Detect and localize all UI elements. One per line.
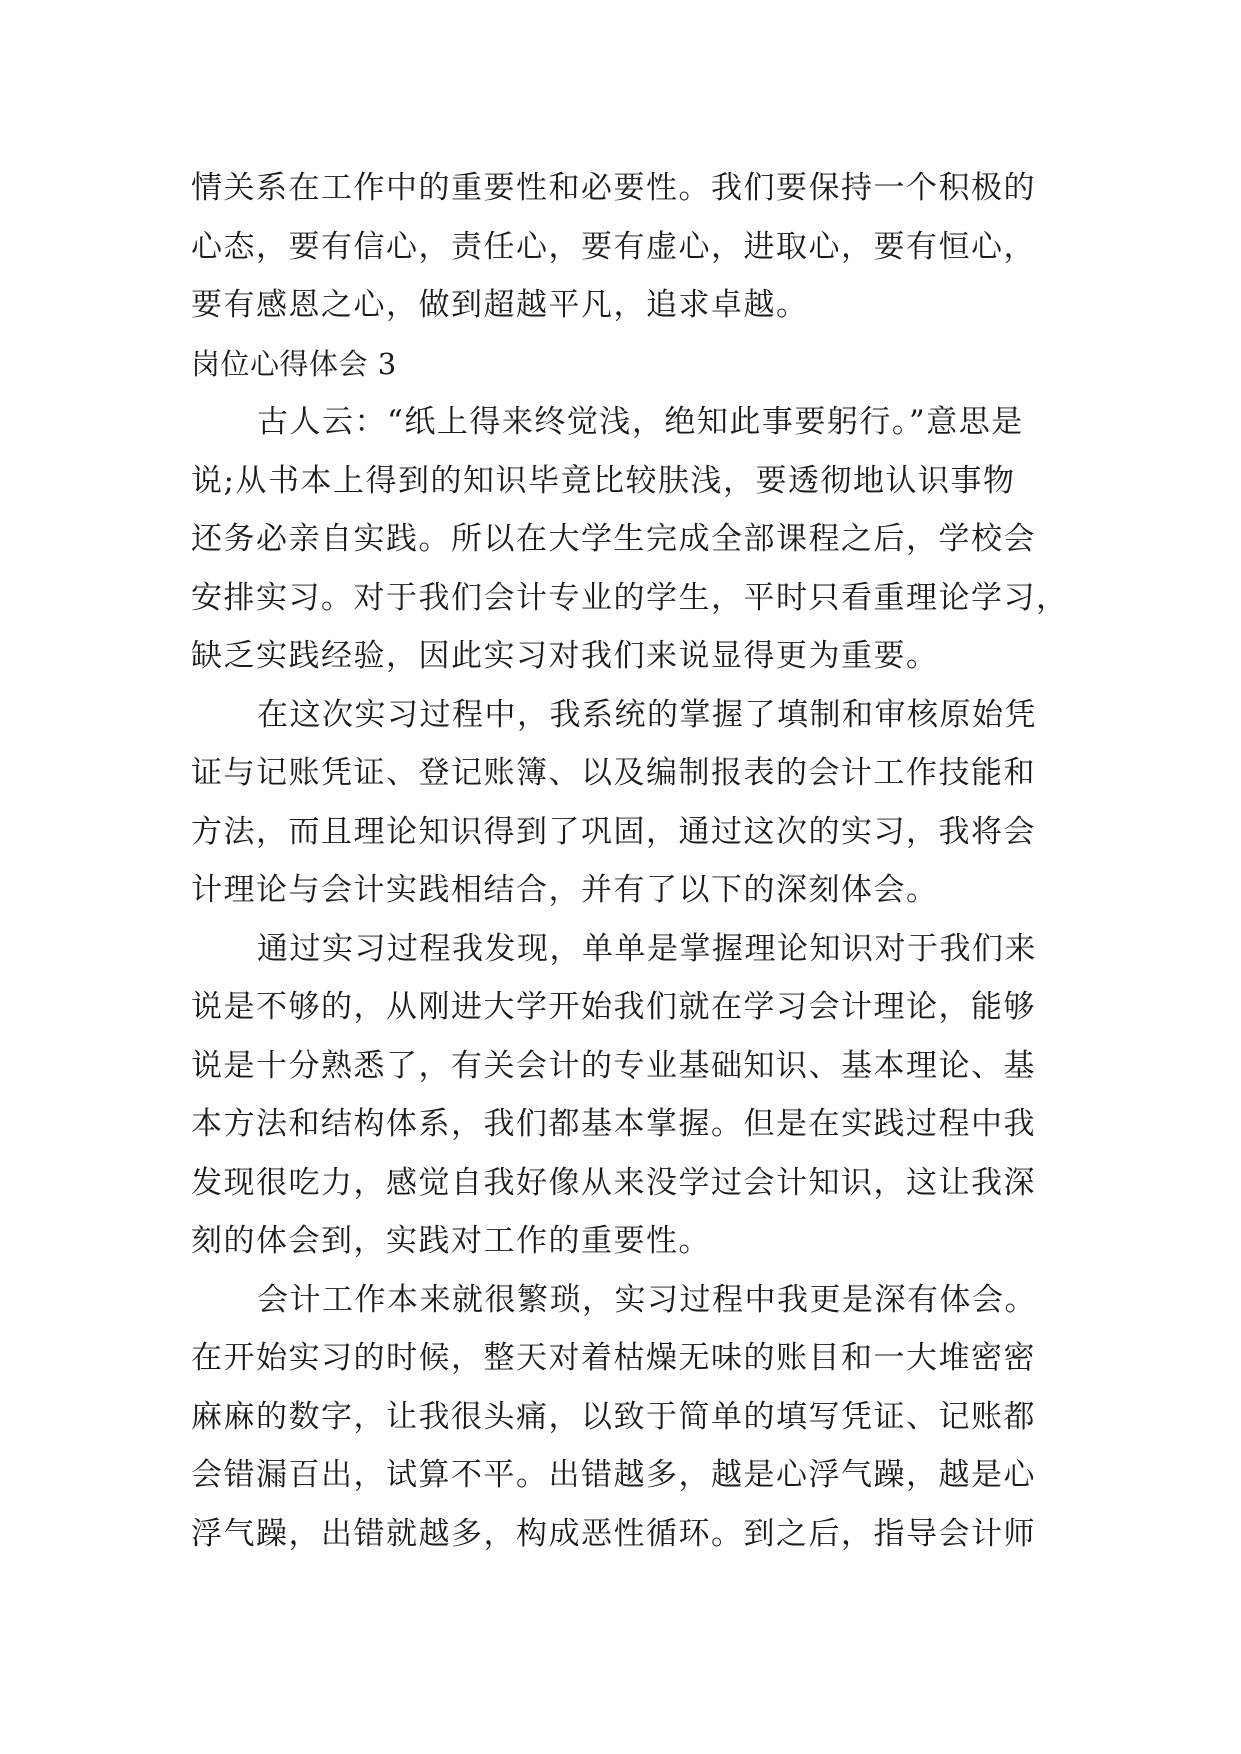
- text-line: 会错漏百出，试算不平。出错越多，越是心浮气躁，越是心: [191, 1457, 1036, 1493]
- section-heading: 岗位心得体会 3: [191, 346, 397, 381]
- text-line: 古人云：“纸上得来终觉浅，绝知此事要躬行。”意思是: [257, 404, 1024, 440]
- text-line: 在这次实习过程中，我系统的掌握了填制和审核原始凭: [257, 696, 1037, 733]
- text-line: 刻的体会到，实践对工作的重要性。: [191, 1223, 711, 1259]
- text-line: 要有感恩之心，做到超越平凡，追求卓越。: [191, 287, 809, 323]
- text-line: 证与记账凭证、登记账簿、以及编制报表的会计工作技能和: [191, 755, 1036, 791]
- text-line: 说;从书本上得到的知识毕竟比较肤浅，要透彻地认识事物: [191, 462, 1016, 499]
- text-line: 缺乏实践经验，因此实习对我们来说显得更为重要。: [191, 638, 939, 674]
- text-line: 在开始实习的时候，整天对着枯燥无味的账目和一大堆密密: [191, 1340, 1036, 1376]
- text-line: 浮气躁，出错就越多，构成恶性循环。到之后，指导会计师: [191, 1515, 1036, 1552]
- text-line: 安排实习。对于我们会计专业的学生，平时只看重理论学习，: [191, 579, 1069, 616]
- text-line: 说是不够的，从刚进大学开始我们就在学习会计理论，能够: [191, 989, 1036, 1025]
- text-line: 麻麻的数字，让我很头痛，以致于简单的填写凭证、记账都: [191, 1398, 1036, 1435]
- text-line: 通过实习过程我发现，单单是掌握理论知识对于我们来: [257, 930, 1037, 967]
- document-body: [191, 159, 1071, 1563]
- text-line: 会计工作本来就很繁琐，实习过程中我更是深有体会。: [257, 1281, 1037, 1318]
- text-line: 发现很吃力，感觉自我好像从来没学过会计知识，这让我深: [191, 1164, 1036, 1201]
- text-line: 情关系在工作中的重要性和必要性。我们要保持一个积极的: [191, 170, 1036, 206]
- text-line: 本方法和结构体系，我们都基本掌握。但是在实践过程中我: [191, 1106, 1036, 1142]
- text-line: 还务必亲自实践。所以在大学生完成全部课程之后，学校会: [191, 521, 1036, 557]
- text-line: 说是十分熟悉了，有关会计的专业基础知识、基本理论、基: [191, 1047, 1036, 1084]
- text-line: 计理论与会计实践相结合，并有了以下的深刻体会。: [191, 872, 939, 908]
- text-line: 心态，要有信心，责任心，要有虚心，进取心，要有恒心，: [191, 228, 1036, 265]
- text-line: 方法，而且理论知识得到了巩固，通过这次的实习，我将会: [191, 813, 1036, 850]
